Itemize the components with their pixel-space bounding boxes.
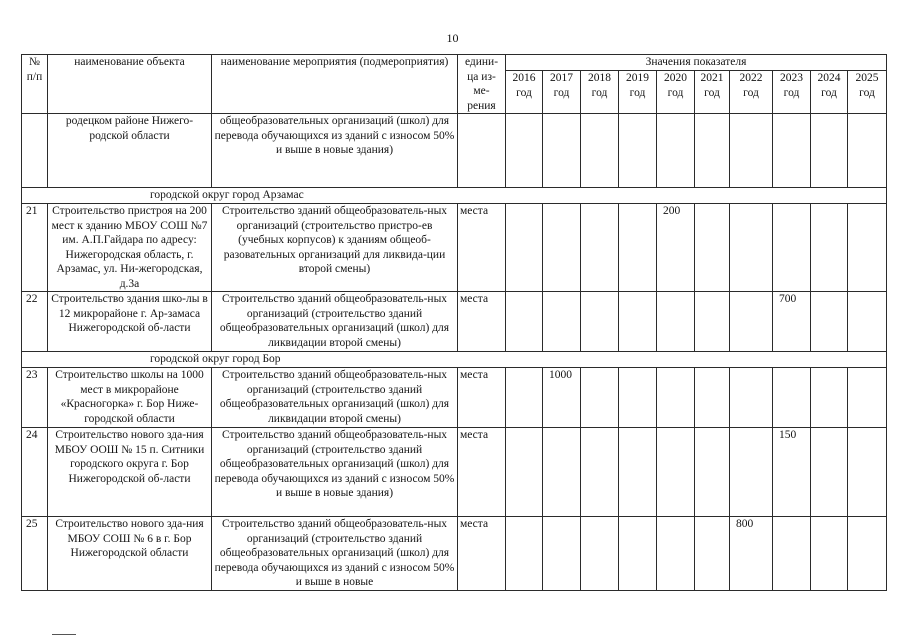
value-cell (811, 292, 848, 352)
value-cell (773, 204, 811, 292)
indicator-table (21, 54, 887, 591)
value-cell (730, 204, 773, 292)
header-values-title: Значения показателя (506, 55, 887, 71)
value-cell (730, 428, 773, 517)
row-number: 25 (22, 517, 48, 591)
value-cell (730, 292, 773, 352)
table-row (22, 204, 887, 292)
value-cell: 200 (657, 204, 695, 292)
value-cell (657, 517, 695, 591)
value-cell (657, 368, 695, 428)
value-cell (695, 517, 730, 591)
value-cell (543, 204, 581, 292)
header-year: 2018 год (581, 71, 619, 114)
object-name: Строительство школы на 1000 мест в микрорайоне «Красногорка» г. Бор Ниже-городской области (48, 368, 212, 428)
table-row (22, 368, 887, 428)
unit: места (458, 517, 506, 591)
value-cell (773, 114, 811, 188)
header-year: 2024 год (811, 71, 848, 114)
value-cell (543, 428, 581, 517)
value-cell (730, 368, 773, 428)
value-cell (695, 292, 730, 352)
header-year: 2022 год (730, 71, 773, 114)
value-cell (811, 517, 848, 591)
value-cell (619, 517, 657, 591)
value-cell (848, 368, 887, 428)
measure-name: Строительство зданий общеобразователь-ных организаций (строительство зданий общеобразовательных организаций (школ) для ликвидации второй смены) (212, 292, 458, 352)
unit: места (458, 368, 506, 428)
value-cell: 1000 (543, 368, 581, 428)
value-cell (848, 292, 887, 352)
row-number: 21 (22, 204, 48, 292)
group-title: городской округ город Бор (22, 352, 887, 368)
value-cell (506, 114, 543, 188)
value-cell (657, 292, 695, 352)
row-number: 23 (22, 368, 48, 428)
value-cell (811, 204, 848, 292)
continuation-measure: общеобразовательных организаций (школ) для перевода обучающихся из зданий с износом 50% и выше в новые здания) (212, 114, 458, 188)
continuation-object: родецком районе Нижего-родской области (48, 114, 212, 188)
row-number: 24 (22, 428, 48, 517)
value-cell (506, 517, 543, 591)
value-cell: 700 (773, 292, 811, 352)
value-cell (848, 204, 887, 292)
header-num: № п/п (22, 55, 48, 114)
measure-name: Строительство зданий общеобразователь-ных организаций (строительство пристро-ев (учебных корпусов) к зданиям общеоб-разовательных организаций для ликвида-ции второй смены) (212, 204, 458, 292)
header-object: наименование объекта (48, 55, 212, 114)
measure-name: Строительство зданий общеобразователь-ных организаций (строительство зданий общеобразовательных организаций (школ) для ликвидации второй смены) (212, 368, 458, 428)
footer-rule (52, 634, 76, 635)
table-row (22, 517, 887, 591)
value-cell (695, 204, 730, 292)
value-cell (506, 368, 543, 428)
object-name: Строительство нового зда-ния МБОУ СОШ № 6 в г. Бор Нижегородской области (48, 517, 212, 591)
object-name: Строительство пристроя на 200 мест к зданию МБОУ СОШ №7 им. А.П.Гайдара по адресу: Нижегородская область, г. Арзамас, ул. Ни-жегородская, д.3а (48, 204, 212, 292)
group-row (22, 352, 887, 368)
continuation-row (22, 114, 887, 188)
header-year: 2016 год (506, 71, 543, 114)
value-cell (543, 292, 581, 352)
header-year: 2021 год (695, 71, 730, 114)
header-year: 2019 год (619, 71, 657, 114)
value-cell (695, 114, 730, 188)
row-number: 22 (22, 292, 48, 352)
value-cell (695, 428, 730, 517)
value-cell (581, 368, 619, 428)
value-cell (695, 368, 730, 428)
value-cell (619, 292, 657, 352)
header-year: 2023 год (773, 71, 811, 114)
unit: места (458, 428, 506, 517)
object-name: Строительство здания шко-лы в 12 микрорайоне г. Ар-замаса Нижегородской об-ласти (48, 292, 212, 352)
value-cell (619, 428, 657, 517)
header-unit: едини-ца из-ме-рения (458, 55, 506, 114)
value-cell (506, 428, 543, 517)
value-cell (773, 368, 811, 428)
value-cell (619, 204, 657, 292)
value-cell (730, 114, 773, 188)
value-cell (506, 204, 543, 292)
unit: места (458, 204, 506, 292)
value-cell (581, 428, 619, 517)
value-cell (581, 204, 619, 292)
value-cell (619, 114, 657, 188)
value-cell (581, 517, 619, 591)
value-cell (848, 114, 887, 188)
measure-name: Строительство зданий общеобразователь-ных организаций (строительство зданий общеобразовательных организаций (школ) для перевода обучающихся из зданий с износом 50% и выше в новые здания) (212, 428, 458, 517)
value-cell: 150 (773, 428, 811, 517)
header-measure: наименование мероприятия (подмероприятия) (212, 55, 458, 114)
table-row (22, 292, 887, 352)
value-cell (543, 517, 581, 591)
unit: места (458, 292, 506, 352)
page-number: 10 (446, 31, 459, 45)
value-cell (848, 428, 887, 517)
value-cell (619, 368, 657, 428)
value-cell (811, 368, 848, 428)
value-cell (543, 114, 581, 188)
value-cell (811, 114, 848, 188)
continuation-unit (458, 114, 506, 188)
group-title: городской округ город Арзамас (22, 188, 887, 204)
object-name: Строительство нового зда-ния МБОУ ООШ № 15 п. Ситники городского округа г. Бор Нижегородской об-ласти (48, 428, 212, 517)
value-cell (657, 114, 695, 188)
value-cell (506, 292, 543, 352)
header-year: 2020 год (657, 71, 695, 114)
measure-name: Строительство зданий общеобразователь-ных организаций (строительство зданий общеобразовательных организаций (школ) для перевода обучающихся из зданий с износом 50% и выше в новые (212, 517, 458, 591)
value-cell (657, 428, 695, 517)
value-cell: 800 (730, 517, 773, 591)
table-row (22, 428, 887, 517)
header-year: 2017 год (543, 71, 581, 114)
value-cell (773, 517, 811, 591)
value-cell (581, 114, 619, 188)
value-cell (848, 517, 887, 591)
header-year: 2025 год (848, 71, 887, 114)
value-cell (581, 292, 619, 352)
value-cell (811, 428, 848, 517)
continuation-num (22, 114, 48, 188)
header-row-1 (22, 55, 887, 71)
group-row (22, 188, 887, 204)
